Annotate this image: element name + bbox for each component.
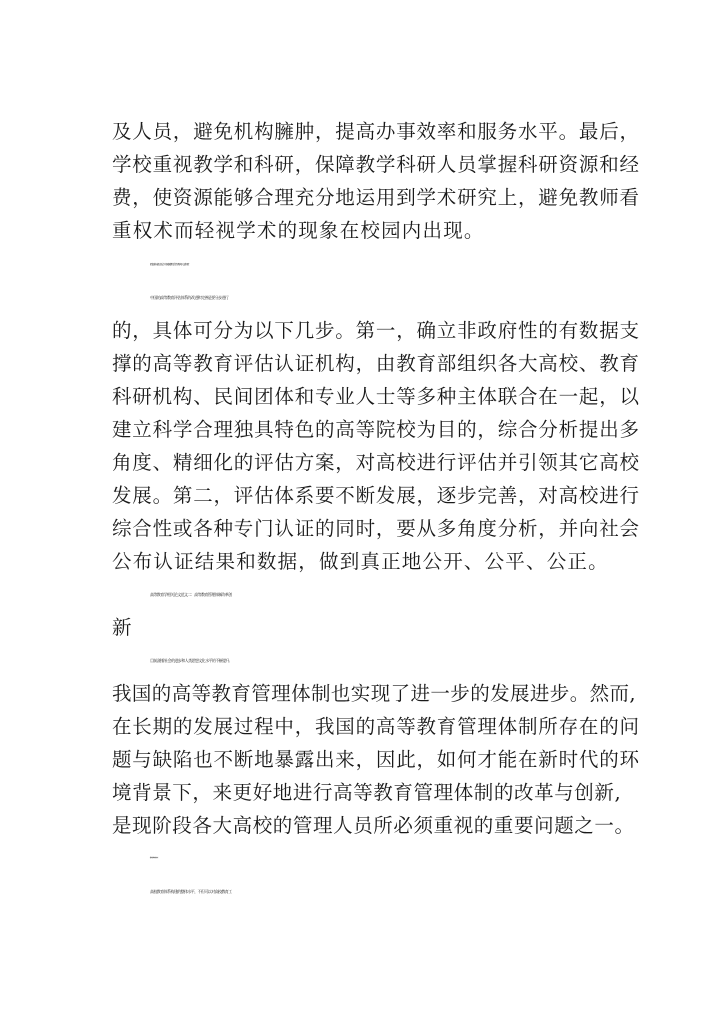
text-line: 综合性或各种专门认证的同时，要从多角度分析，并向社会	[112, 517, 640, 540]
text-line: 科研机构、民间团体和专业人士等多种主体联合在一起，以	[112, 385, 640, 408]
text-line: 重权术而轻视学术的现象在校园内出现。	[112, 219, 485, 242]
text-line: 公布认证结果和数据，做到真正地公开、公平、公正。	[112, 550, 609, 573]
text-line: 中国的高等教育评估体系的改进和完善是要分步进行	[150, 295, 229, 300]
text-line: 我国的高等教育管理体制也实现了进一步的发展进步。然而,	[112, 682, 636, 705]
essay-title: 新	[112, 616, 132, 639]
text-line: 是现阶段各大高校的管理人员所必须重视的重要问题之一。	[112, 814, 635, 837]
text-line: 建立科学合理独具特色的高等院校为目的，综合分析提出多	[112, 418, 640, 441]
essay-title: 高等教育学相关论文范文二：高等教育管理体制改革创	[150, 592, 232, 597]
text-line: 费，使资源能够合理充分地运用到学术研究上，避免教师看	[112, 186, 640, 209]
text-line: 的，具体可分为以下几步。第一，确立非政府性的有数据支	[112, 319, 640, 342]
text-line: 高校教育体系构建的整体水平，不但可以对高校教育工	[150, 889, 232, 894]
text-line: 境背景下，来更好地进行高等教育管理体制的改革与创新,	[112, 781, 622, 804]
text-line: 发展。第二，评估体系要不断发展，逐步完善，对高校进行	[112, 484, 640, 507]
text-line: 角度、精细化的评估方案，对高校进行评估并引领其它高校	[112, 451, 640, 474]
text-line: 在长期的发展过程中，我国的高等教育管理体制所存在的问	[112, 715, 640, 738]
section-heading: 1 我国高等教育管理体制的改革创新的现状分析	[150, 858, 158, 859]
text-line: 目前,随着社会的进步和人类思想文化水平的不断提升,	[150, 658, 230, 663]
text-line: 撑的高等教育评估认证机构，由教育部组织各大高校、教育	[112, 352, 640, 375]
section-heading: (四)逐步建立适合中国国情的高等教育认证制度	[150, 263, 189, 266]
text-line: 题与缺陷也不断地暴露出来，因此，如何才能在新时代的环	[112, 748, 640, 771]
text-line: 及人员，避免机构臃肿，提高办事效率和服务水平。最后，	[112, 120, 640, 143]
text-line: 学校重视教学和科研，保障教学科研人员掌握科研资源和经	[112, 153, 640, 176]
